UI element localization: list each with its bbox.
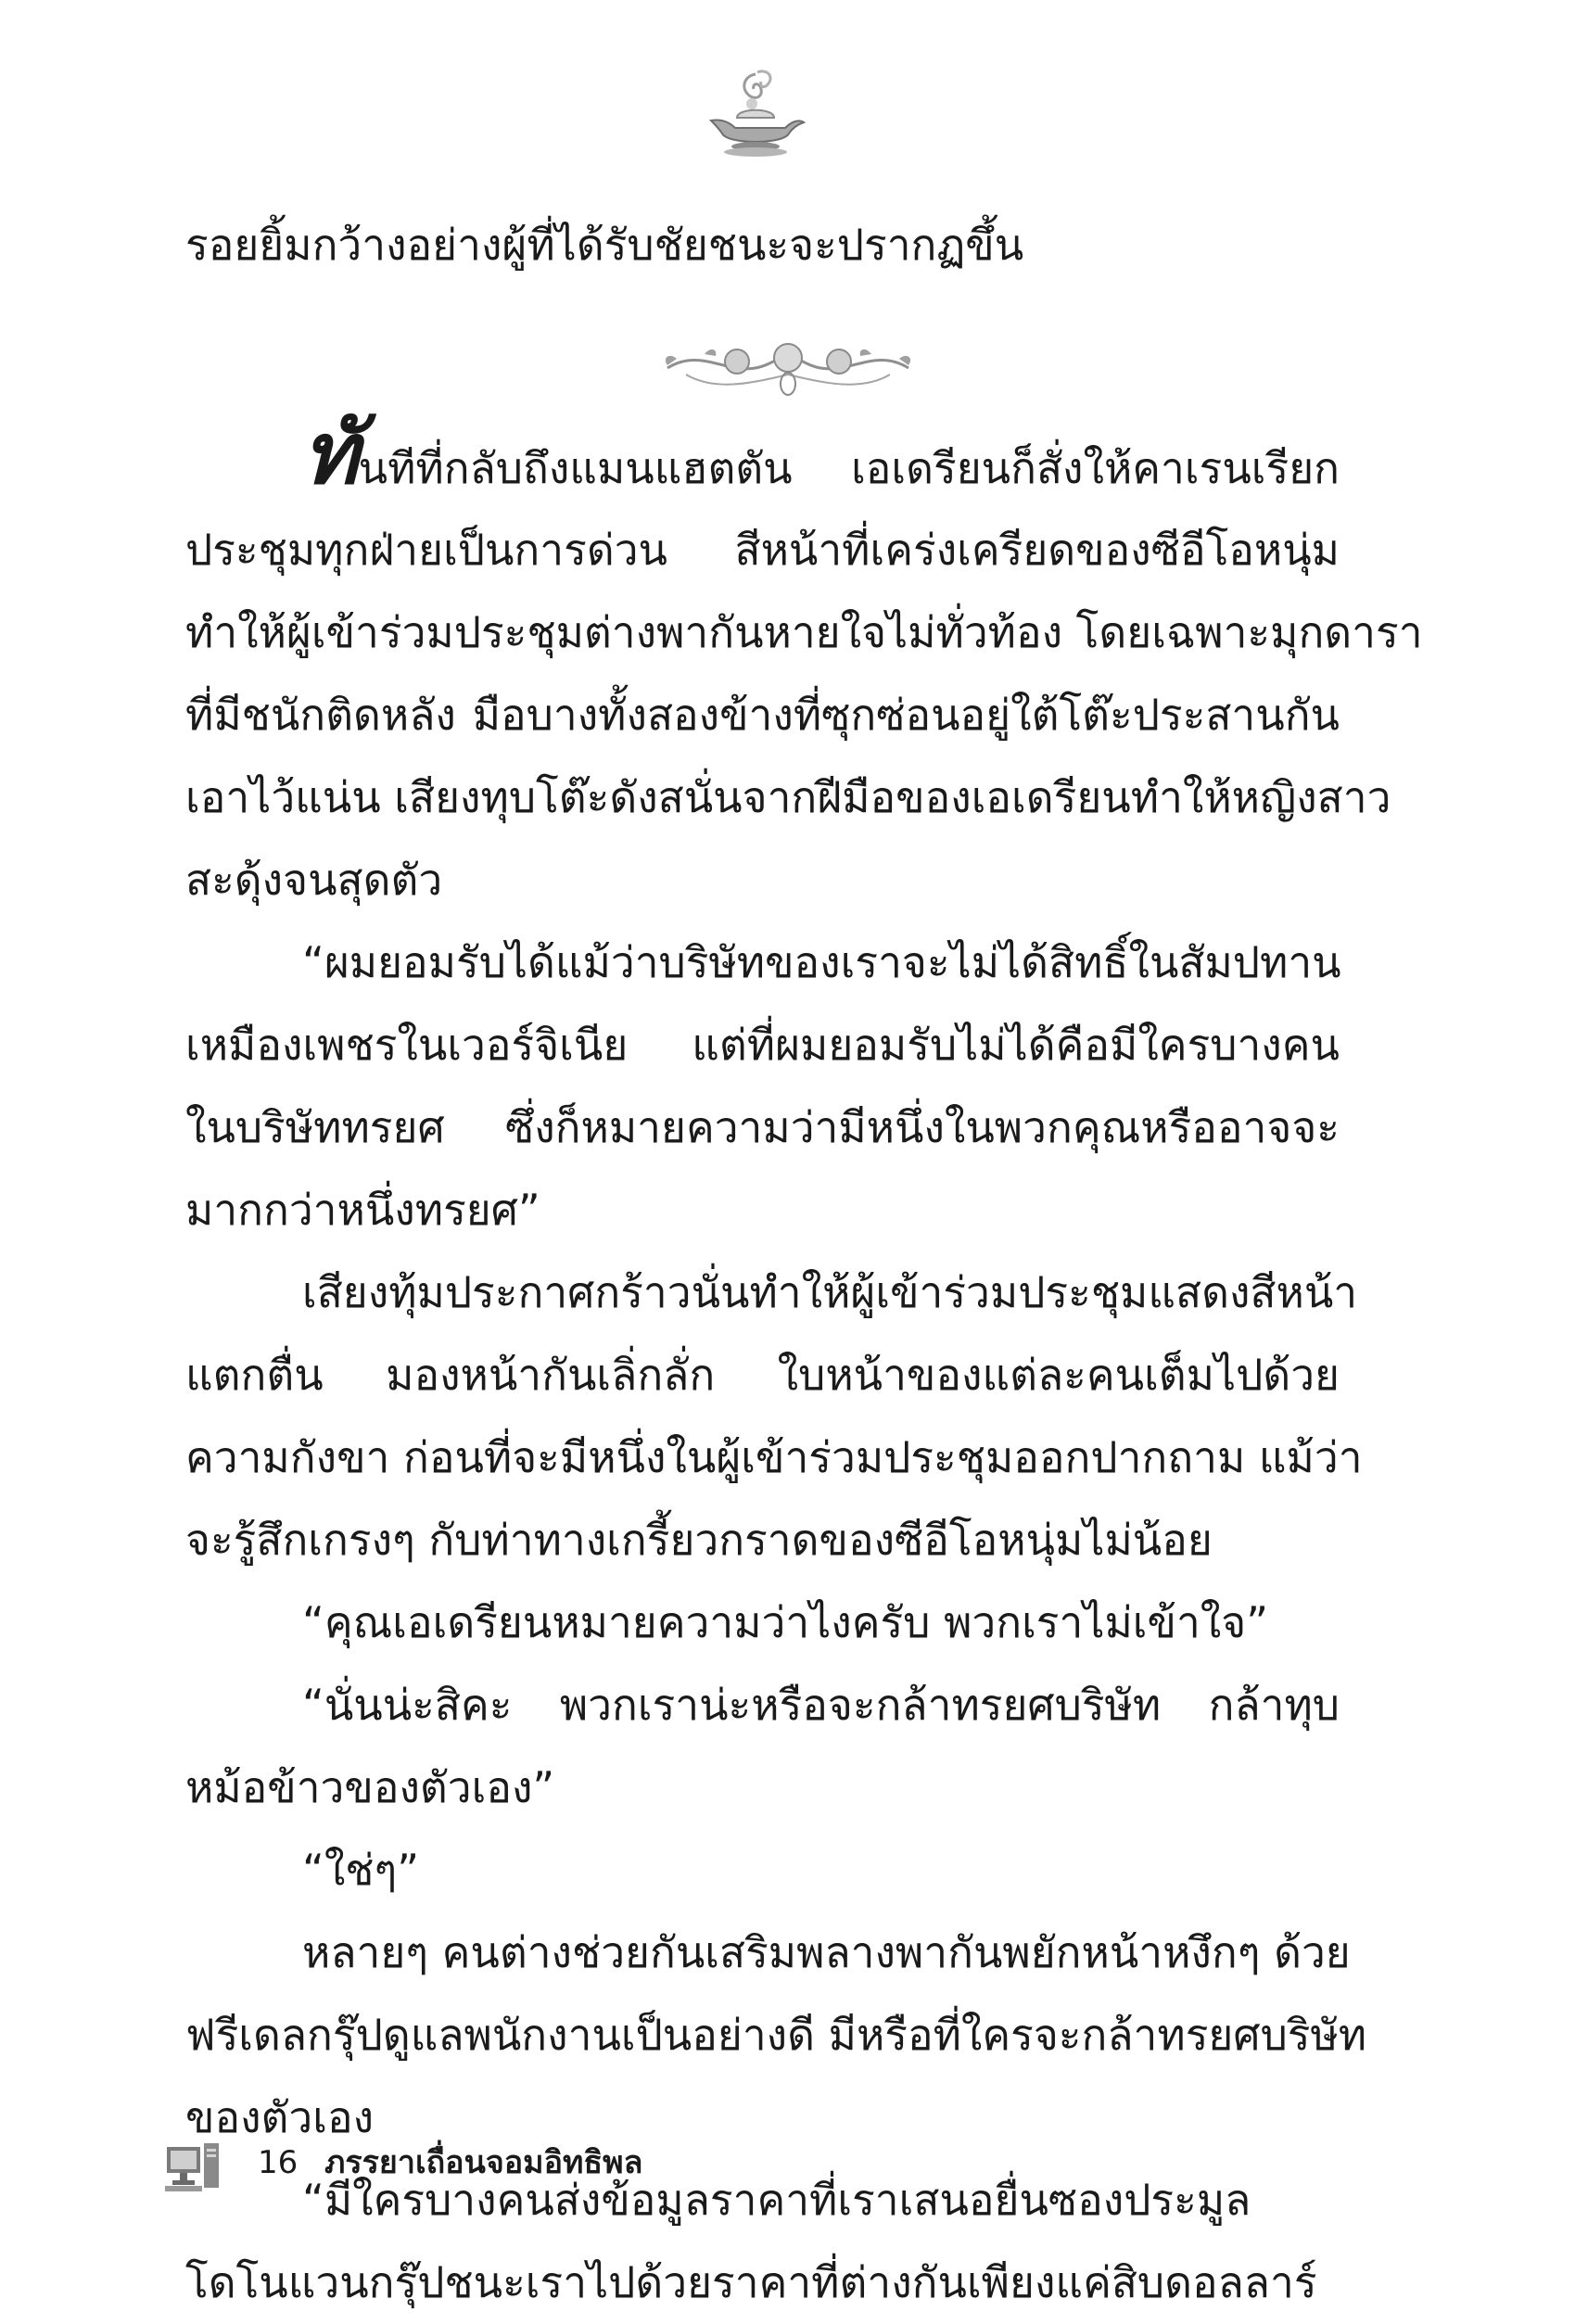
page-footer [165,2132,814,2197]
text-line: ความกังขา ก่อนที่จะมีหนึ่งในผู้เข้าร่วมประชุมออกปากถาม แม้ว่า [185,1432,1363,1482]
text-line: รอยยิ้มกว้างอย่างผู้ที่ได้รับชัยชนะจะปรากฏขึ้น [185,220,1024,270]
text-line: จะรู้สึกเกรงๆ กับท่าทางเกรี้ยวกราดของซีอีโอหนุ่มไม่น้อย [185,1515,1213,1565]
text-line [185,404,1340,509]
book-title: ภรรยาเถื่อนจอมอิทธิพล [324,2144,643,2181]
text-line: ฟรีเดลกรุ๊ปดูแลพนักงานเป็นอย่างดี มีหรือที่ใครจะกล้าทรยศบริษัท [185,2010,1367,2060]
text-line: สะดุ้งจนสุดตัว [185,855,443,905]
text-line: หม้อข้าวของตัวเอง” [185,1762,555,1812]
text-line: “มีใครบางคนส่งข้อมูลราคาที่เราเสนอยื่นซองประมูล [302,2175,1251,2225]
text-line: “ใช่ๆ” [302,1845,420,1895]
genie-lamp-icon [700,67,807,164]
page-number: 16 [258,2144,299,2181]
text-line: หลายๆ คนต่างช่วยกันเสริมพลางพากันพยักหน้าหงึกๆ ด้วย [302,1927,1351,1977]
text-line: ทำให้ผู้เข้าร่วมประชุมต่างพากันหายใจไม่ทั่วท้อง โดยเฉพาะมุกดารา [185,607,1423,657]
text-line: ประชุมทุกฝ่ายเป็นการด่วน สีหน้าที่เคร่งเครียดของซีอีโอหนุ่ม [185,525,1340,575]
text-line-segment: นทีที่กลับถึงแมนแฮตตัน เอเดรียนก็สั่งให้คาเรนเรียก [358,443,1340,493]
text-line: ของตัวเอง [185,2092,375,2142]
floral-vine-icon [649,326,927,399]
drop-cap: ทั [302,404,359,503]
text-line: มากกว่าหนึ่งทรยศ” [185,1185,540,1235]
computer-icon [165,2140,222,2193]
body-text-main [185,404,1423,2324]
text-line: แตกตื่น มองหน้ากันเลิ่กลั่ก ใบหน้าของแต่ละคนเต็มไปด้วย [185,1350,1340,1400]
text-line: “คุณเอเดรียนหมายความว่าไงครับ พวกเราไม่เข้าใจ” [302,1597,1269,1647]
text-line: “ผมยอมรับได้แม้ว่าบริษัทของเราจะไม่ได้สิทธิ์ในสัมปทาน [302,937,1341,987]
text-line: โดโนแวนกรุ๊ปชนะเราไปด้วยราคาที่ต่างกันเพียงแค่สิบดอลลาร์ [185,2257,1317,2307]
text-line: เอาไว้แน่น เสียงทุบโต๊ะดังสนั่นจากฝีมือของเอเดรียนทำให้หญิงสาว [185,772,1391,822]
text-line: เหมืองเพชรในเวอร์จิเนีย แต่ที่ผมยอมรับไม่ได้คือมีใครบางคน [185,1020,1340,1070]
text-line: ที่มีชนักติดหลัง มือบางทั้งสองข้างที่ซุกซ่อนอยู่ใต้โต๊ะประสานกัน [185,690,1340,740]
text-line: “นั่นน่ะสิคะ พวกเราน่ะหรือจะกล้าทรยศบริษัท กล้าทุบ [302,1680,1340,1730]
body-text [185,204,1340,286]
text-line: เสียงทุ้มประกาศกร้าวนั่นทำให้ผู้เข้าร่วมประชุมแสดงสีหน้า [302,1267,1358,1317]
text-line: ในบริษัททรยศ ซึ่งก็หมายความว่ามีหนึ่งในพวกคุณหรืออาจจะ [185,1102,1340,1152]
